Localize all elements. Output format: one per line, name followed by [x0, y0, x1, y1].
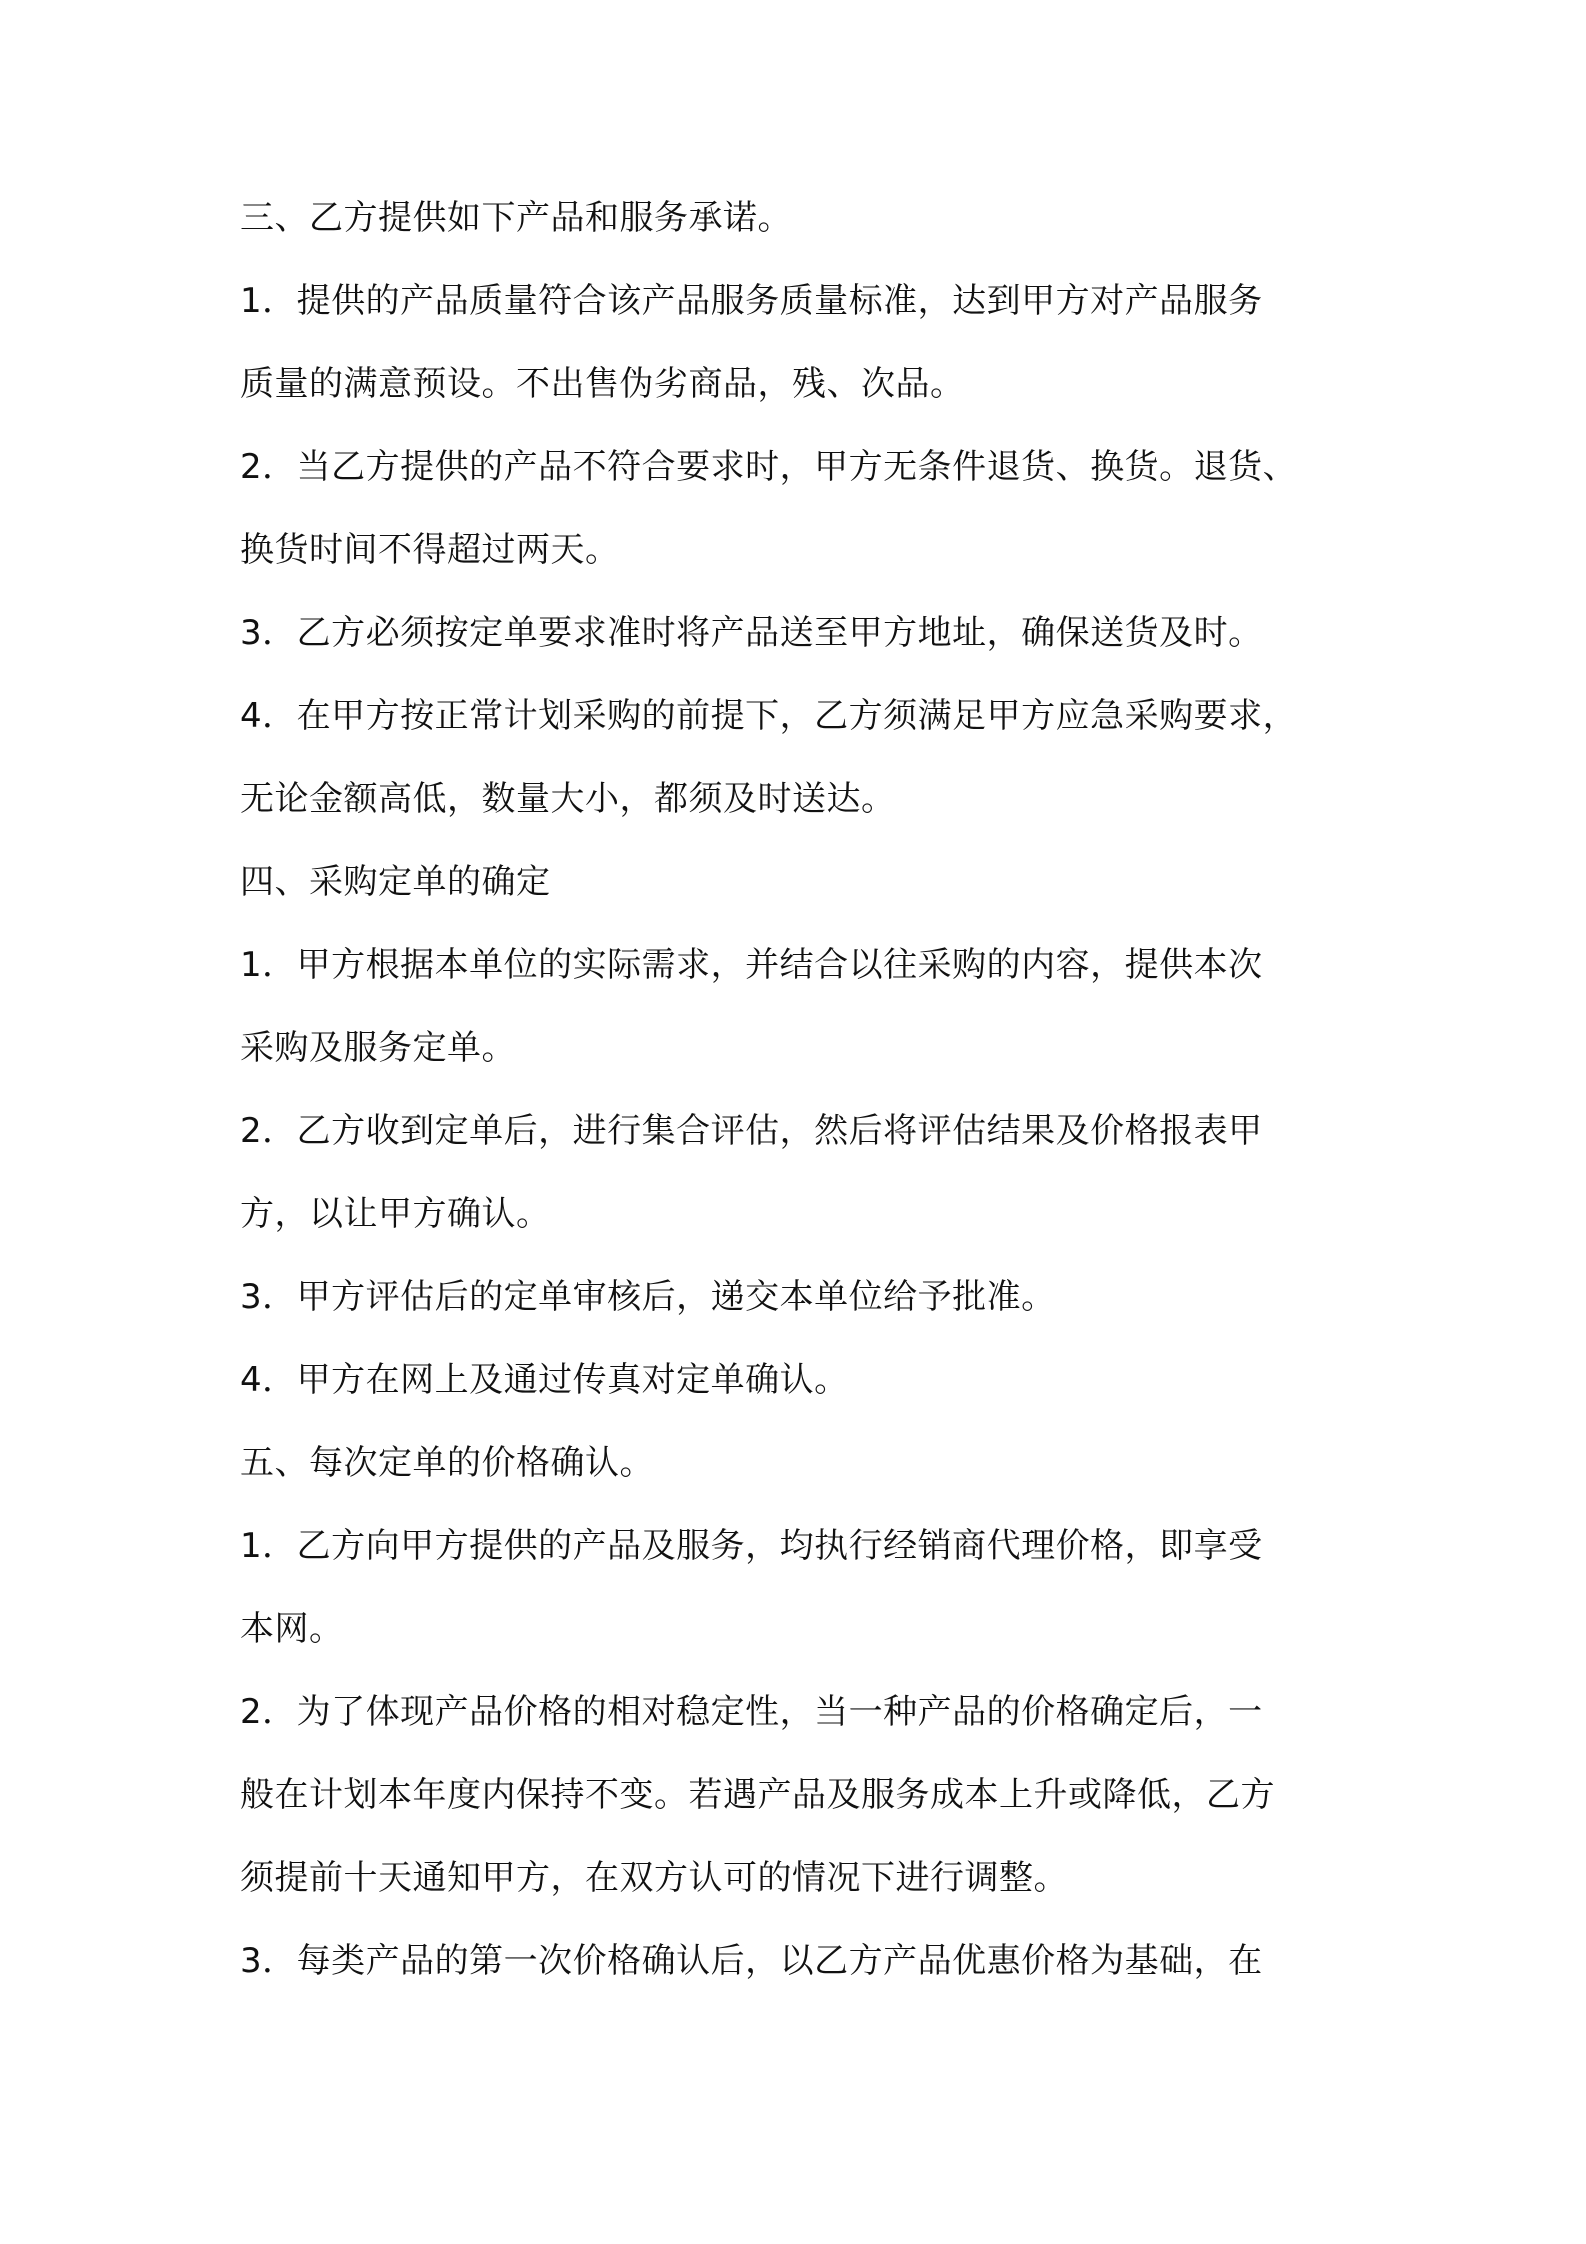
- heading-section-5: 五、每次定单的价格确认。: [240, 1443, 654, 1483]
- clause-text-line: 本网。: [240, 1609, 344, 1649]
- clause-text-line: 无论金额高低，数量大小，都须及时送达。: [240, 779, 896, 819]
- clause-text-line: 2．为了体现产品价格的相对稳定性，当一种产品的价格确定后，一: [240, 1692, 1263, 1732]
- clause-text-line: 换货时间不得超过两天。: [240, 530, 620, 570]
- clause-text-line: 方，以让甲方确认。: [240, 1194, 551, 1234]
- heading-section-3: 三、乙方提供如下产品和服务承诺。: [240, 198, 792, 238]
- clause-text-line: 4．甲方在网上及通过传真对定单确认。: [240, 1360, 849, 1400]
- clause-text-line: 3．乙方必须按定单要求准时将产品送至甲方地址，确保送货及时。: [240, 613, 1263, 653]
- clause-text-line: 3．甲方评估后的定单审核后，递交本单位给予批准。: [240, 1277, 1056, 1317]
- clause-text-line: 1．提供的产品质量符合该产品服务质量标准，达到甲方对产品服务: [240, 281, 1263, 321]
- clause-text-line: 须提前十天通知甲方，在双方认可的情况下进行调整。: [240, 1858, 1068, 1898]
- clause-text-line: 般在计划本年度内保持不变。若遇产品及服务成本上升或降低，乙方: [240, 1775, 1275, 1815]
- heading-section-4: 四、采购定单的确定: [240, 862, 551, 902]
- clause-text-line: 2．当乙方提供的产品不符合要求时，甲方无条件退货、换货。退货、: [240, 447, 1298, 487]
- clause-text-line: 4．在甲方按正常计划采购的前提下，乙方须满足甲方应急采购要求，: [240, 696, 1298, 736]
- clause-text-line: 采购及服务定单。: [240, 1028, 516, 1068]
- clause-text-line: 2．乙方收到定单后，进行集合评估，然后将评估结果及价格报表甲: [240, 1111, 1263, 1151]
- clause-text-line: 3．每类产品的第一次价格确认后，以乙方产品优惠价格为基础，在: [240, 1941, 1263, 1981]
- clause-text-line: 质量的满意预设。不出售伪劣商品，残、次品。: [240, 364, 965, 404]
- document-page: [240, 198, 1380, 2024]
- clause-text-line: 1．乙方向甲方提供的产品及服务，均执行经销商代理价格，即享受: [240, 1526, 1263, 1566]
- clause-text-line: 1．甲方根据本单位的实际需求，并结合以往采购的内容，提供本次: [240, 945, 1263, 985]
